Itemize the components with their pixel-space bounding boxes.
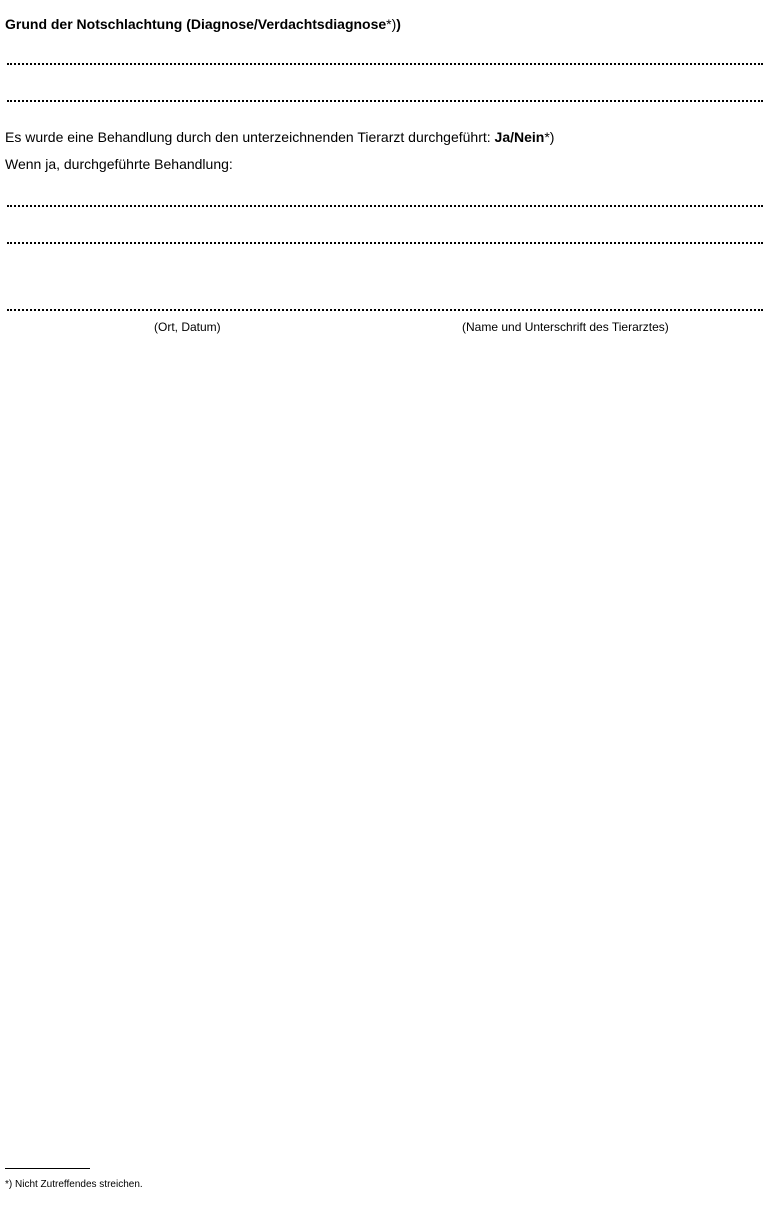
signature-line[interactable] bbox=[7, 309, 763, 311]
section-heading bbox=[5, 16, 401, 32]
footnote-divider bbox=[5, 1168, 90, 1169]
vet-signature-caption: (Name und Unterschrift des Tierarztes) bbox=[462, 320, 669, 334]
treatment-answer-options: Ja/Nein bbox=[494, 129, 545, 145]
treatment-sentence: Es wurde eine Behandlung durch den unterzeichnenden Tierarzt durchgeführt: bbox=[5, 129, 495, 145]
diagnosis-line-2[interactable] bbox=[7, 100, 763, 102]
diagnosis-line-1[interactable] bbox=[7, 63, 763, 65]
place-date-caption: (Ort, Datum) bbox=[154, 320, 221, 334]
treatment-statement bbox=[5, 129, 554, 145]
treatment-followup-label: Wenn ja, durchgeführte Behandlung: bbox=[5, 156, 233, 172]
heading-close-paren: ) bbox=[396, 16, 401, 32]
treatment-line-1[interactable] bbox=[7, 205, 763, 207]
treatment-footnote-marker: *) bbox=[544, 129, 555, 145]
treatment-line-2[interactable] bbox=[7, 242, 763, 244]
heading-footnote-marker: *) bbox=[386, 16, 397, 32]
footnote-text: *) Nicht Zutreffendes streichen. bbox=[5, 1179, 143, 1190]
heading-text: Grund der Notschlachtung (Diagnose/Verdachtsdiagnose bbox=[5, 16, 387, 32]
